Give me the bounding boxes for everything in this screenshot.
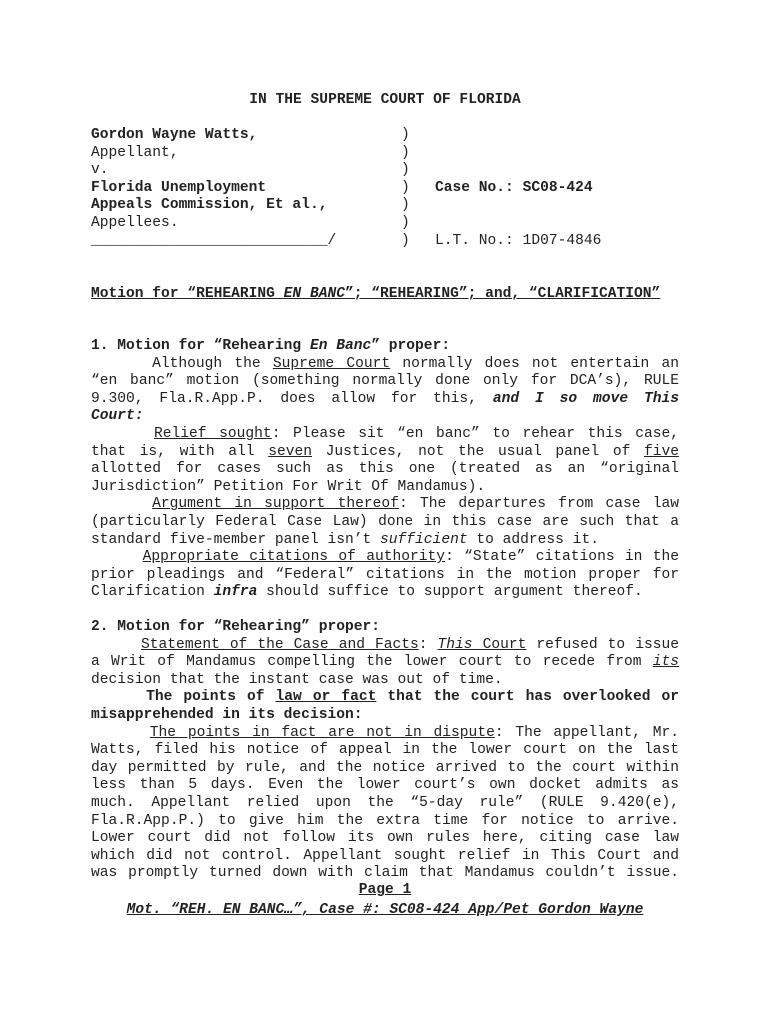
text-run: :: [418, 636, 438, 653]
caption-paren: ): [401, 162, 410, 179]
paragraph-line: [91, 549, 679, 567]
paragraph-line: [91, 408, 679, 426]
text-run: [91, 637, 141, 653]
text-run: Argument in support thereof: [152, 496, 399, 513]
text-run: [91, 496, 152, 512]
text-run: prior pleadings and “Federal” citations in the motion proper for: [91, 566, 679, 583]
running-footer: Mot. “REH. EN BANC…”, Case #: SC08-424 App/Pet Gordon Wayne: [126, 901, 644, 918]
page-number: Page 1: [358, 882, 412, 898]
text-run: “en banc” motion (something normally done only for DCA’s), RULE: [91, 373, 679, 390]
caption-parens: [401, 127, 410, 250]
text-run: misapprehended in its decision:: [91, 706, 363, 723]
text-run: Fla.R.App.P.) to give him the extra time for notice to arrive.: [91, 812, 679, 829]
caption-paren: ): [401, 232, 410, 249]
paragraph-line: [91, 672, 679, 690]
text-run: Appropriate citations of authority: [142, 549, 446, 566]
caption-line: Appellees.: [91, 214, 179, 231]
text-run: ” proper:: [371, 338, 451, 354]
motion-title-line: [91, 286, 679, 304]
text-run: Statement of the Case and Facts: [141, 636, 419, 653]
text-run: infra: [213, 584, 258, 601]
text-run: En Banc: [309, 338, 372, 354]
text-run: Justices, not the usual panel of: [312, 443, 644, 460]
caption-line: ___________________________/: [91, 232, 337, 249]
paragraph-line: [91, 373, 679, 391]
text-run: its: [652, 654, 679, 671]
caption-paren: ): [401, 214, 410, 231]
paragraph-line: [91, 707, 679, 725]
text-run: sufficient: [380, 531, 468, 548]
caption-paren: ): [401, 127, 410, 143]
text-run: (particularly Federal Case Law) done in this case are such that a: [91, 513, 679, 530]
text-run: should suffice to support argument thereof.: [257, 584, 643, 601]
paragraph-line: [91, 637, 679, 655]
paragraph-line: [91, 813, 679, 831]
text-run: Although the: [152, 355, 273, 372]
caption-line: Appeals Commission, Et al.,: [91, 197, 328, 214]
paragraph-line: [91, 479, 679, 497]
text-run: refused to issue: [526, 636, 679, 653]
caption-paren: ): [401, 197, 410, 214]
lt-number-label: L.T. No.:: [435, 232, 514, 249]
text-run: [91, 426, 154, 442]
text-run: Court: [472, 636, 527, 653]
caption-line: v.: [91, 162, 109, 179]
paragraph-line: [91, 496, 679, 514]
text-run: ”; “REHEARING”; and, “CLARIFICATION”: [344, 286, 661, 302]
paragraph-line: [91, 795, 679, 813]
text-run: which did not control. Appellant sought relief in This Court and: [91, 847, 679, 864]
text-run: Clarification: [91, 584, 214, 601]
paragraph-line: [91, 584, 679, 602]
paragraph-line: [91, 426, 679, 444]
text-run: that the court has overlooked or: [376, 689, 679, 706]
text-run: normally does not entertain an: [390, 355, 679, 372]
text-run: 2. Motion for “Rehearing” proper:: [91, 619, 381, 635]
caption-parties: [91, 127, 336, 250]
paragraph-line: [91, 532, 679, 550]
paragraph-line: [91, 356, 679, 374]
text-run: : Please sit “en banc” to rehear this case,: [271, 425, 679, 442]
paragraph-line: [91, 338, 679, 356]
text-run: Motion for “REHEARING: [91, 286, 284, 302]
text-run: Watts, filed his notice of appeal in the lower court on the last: [91, 742, 679, 759]
text-run: Lower court did not follow its own rules here, citing case law: [91, 830, 679, 847]
text-run: Relief sought: [154, 425, 272, 442]
text-run: EN BANC: [283, 286, 345, 302]
paragraph-line: [91, 760, 679, 778]
text-run: This: [437, 636, 473, 653]
page-footer: [91, 882, 679, 919]
paragraph-line: [91, 865, 679, 883]
text-run: : “State” citations in the: [445, 549, 680, 566]
court-title: [91, 92, 679, 110]
paragraph-line: [91, 777, 679, 795]
text-run: allotted for cases such as this one (treated as an “original: [91, 461, 679, 478]
text-run: less than 5 days. Even the lower court’s own docket admits as: [91, 777, 679, 794]
paragraph-line: [91, 514, 679, 532]
text-run: [91, 725, 150, 741]
motion-title: [91, 286, 679, 304]
text-run: to address it.: [467, 531, 599, 548]
paragraph-line: [91, 567, 679, 585]
caption-line: Appellant,: [91, 144, 179, 161]
text-run: [91, 549, 143, 565]
caption-line: Gordon Wayne Watts,: [91, 127, 258, 143]
paragraph-line: [91, 689, 679, 707]
paragraph-line: [91, 444, 679, 462]
text-run: Jurisdiction” Petition For Writ Of Mandamus).: [91, 478, 486, 495]
text-run: and I so move This: [492, 390, 679, 407]
paragraph-line: [91, 725, 679, 743]
text-run: The points of: [146, 689, 276, 706]
text-run: law or fact: [275, 689, 377, 706]
text-run: a Writ of Mandamus compelling the lower court to recede from: [91, 654, 653, 671]
text-run: The points in fact are not in dispute: [149, 724, 495, 741]
case-number: SC08-424: [522, 179, 593, 196]
text-run: 9.300, Fla.R.App.P. does allow for this,: [91, 390, 493, 407]
caption-case-info: [435, 145, 601, 286]
text-run: seven: [268, 443, 312, 460]
text-run: [91, 689, 146, 705]
text-run: much. Appellant relied upon the “5-day rule” (RULE 9.420(e),: [91, 794, 679, 811]
paragraph-line: [91, 619, 679, 637]
text-run: Court:: [91, 408, 144, 425]
text-run: Supreme Court: [272, 355, 391, 372]
caption-paren: ): [401, 179, 410, 196]
caption-line: Florida Unemployment: [91, 179, 267, 196]
caption-paren: ): [401, 144, 410, 161]
text-run: five: [643, 443, 680, 460]
paragraph-line: [91, 654, 679, 672]
paragraph-line: [91, 830, 679, 848]
case-number-label: Case No.:: [435, 179, 514, 196]
section-rehearing: [91, 619, 679, 883]
text-run: standard five-member panel isn’t: [91, 531, 381, 548]
text-run: day permitted by rule, and the notice arrived to the court within: [91, 759, 679, 776]
paragraph-line: [91, 461, 679, 479]
text-run: : The appellant, Mr.: [494, 724, 679, 741]
text-run: decision that the instant case was out of time.: [91, 671, 503, 688]
court-title-text: IN THE SUPREME COURT OF FLORIDA: [249, 92, 521, 108]
text-run: that is, with all: [91, 443, 269, 460]
text-run: : The departures from case law: [398, 496, 679, 513]
section-rehearing-en-banc: [91, 338, 679, 602]
text-run: 1. Motion for “Rehearing: [91, 338, 310, 354]
paragraph-line: [91, 848, 679, 866]
lt-number: 1D07-4846: [522, 232, 602, 249]
text-run: [91, 356, 152, 372]
paragraph-line: [91, 391, 679, 409]
text-run: was promptly turned down with claim that Mandamus couldn’t issue.: [91, 865, 679, 882]
paragraph-line: [91, 742, 679, 760]
